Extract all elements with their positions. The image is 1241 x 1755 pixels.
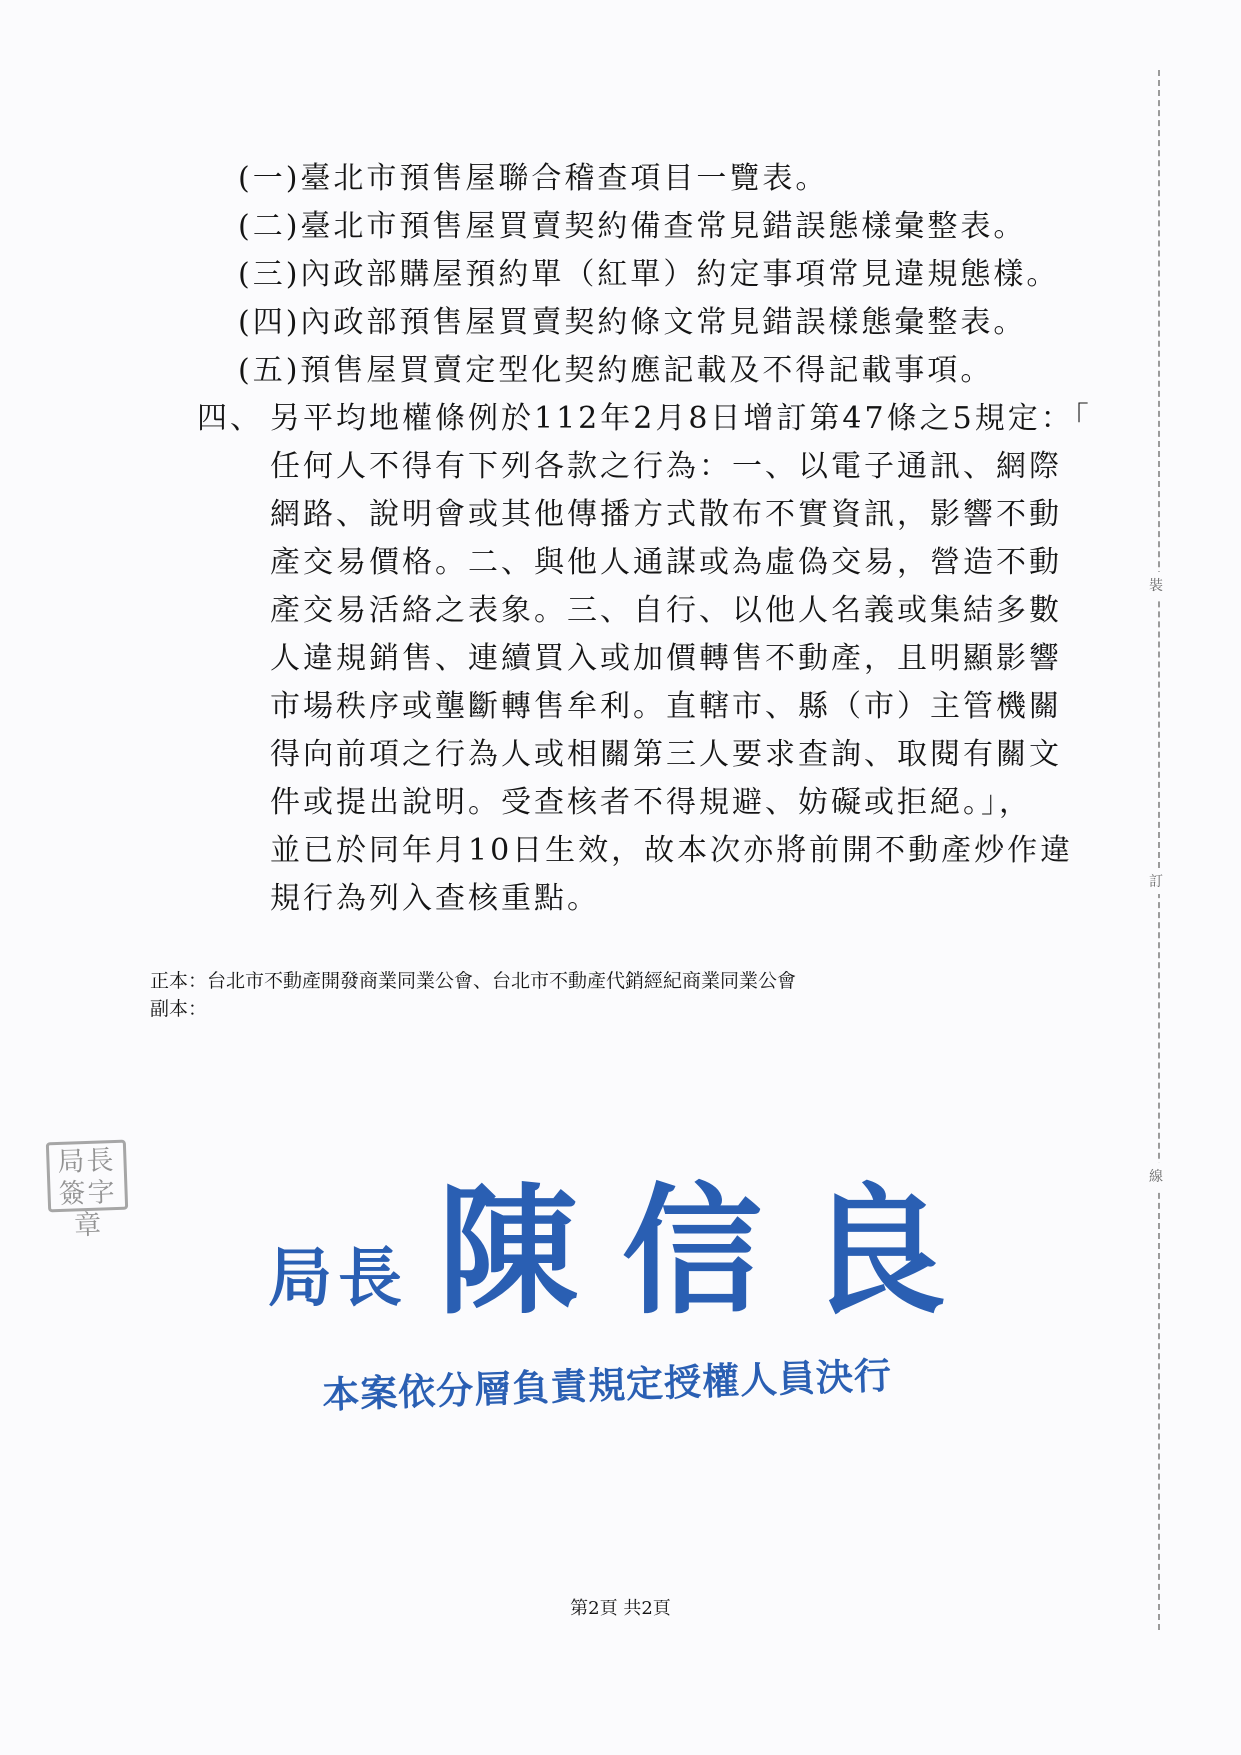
section-line: 件或提出說明。受查核者不得規避、妨礙或拒絕。」， xyxy=(270,785,1032,820)
section-line: 規行為列入查核重點。 xyxy=(270,881,600,916)
director-name: 陳信良 xyxy=(438,1170,991,1334)
section-line: 市場秩序或壟斷轉售牟利。直轄市、縣（市）主管機關 xyxy=(270,689,1062,724)
copy-recipients: 副本： xyxy=(150,998,208,1020)
section-line: 產交易活絡之表象。三、自行、以他人名義或集結多數 xyxy=(270,593,1062,628)
section-number: 四、 xyxy=(197,401,263,436)
section-line: 另平均地權條例於112年2月8日增訂第47條之5規定：「 xyxy=(270,401,1092,436)
official-seal-stamp: 局長簽字章 xyxy=(46,1140,128,1213)
page-number: 第2頁 共2頁 xyxy=(570,1598,671,1619)
section-line: 網路、說明會或其他傳播方式散布不實資訊，影響不動 xyxy=(270,497,1062,532)
section-body xyxy=(270,395,1115,923)
attachment-list xyxy=(238,155,1118,395)
section-line: 人違規銷售、連續買入或加價轉售不動產，且明顯影響 xyxy=(270,641,1062,676)
binding-dashed-line xyxy=(1158,70,1160,1630)
section-line: 產交易價格。二、與他人通謀或為虛偽交易，營造不動 xyxy=(270,545,1062,580)
recipients-block xyxy=(150,967,796,1023)
attachment-item: (四)內政部預售屋買賣契約條文常見錯誤樣態彙整表。 xyxy=(238,305,1027,340)
binding-mark: 裝 xyxy=(1149,572,1163,598)
attachment-item: (五)預售屋買賣定型化契約應記載及不得記載事項。 xyxy=(238,353,994,388)
attachment-item: (一)臺北市預售屋聯合稽查項目一覽表。 xyxy=(238,161,829,196)
director-title: 局長 xyxy=(268,1241,408,1316)
binding-mark: 訂 xyxy=(1149,868,1163,894)
section-line: 任何人不得有下列各款之行為：一、以電子通訊、網際 xyxy=(270,449,1062,484)
attachment-item: (二)臺北市預售屋買賣契約備查常見錯誤態樣彙整表。 xyxy=(238,209,1027,244)
primary-recipients: 正本：台北市不動產開發商業同業公會、台北市不動產代銷經紀商業同業公會 xyxy=(150,970,797,992)
binding-mark: 線 xyxy=(1149,1163,1163,1189)
director-signature-stamp xyxy=(268,1140,990,1341)
attachment-item: (三)內政部購屋預約單（紅單）約定事項常見違規態樣。 xyxy=(238,257,1060,292)
authorization-stamp: 本案依分層負責規定授權人員決行 xyxy=(321,1353,893,1417)
section-line: 並已於同年月10日生效，故本次亦將前開不動產炒作違 xyxy=(270,833,1074,868)
section-line: 得向前項之行為人或相關第三人要求查詢、取閱有關文 xyxy=(270,737,1062,772)
